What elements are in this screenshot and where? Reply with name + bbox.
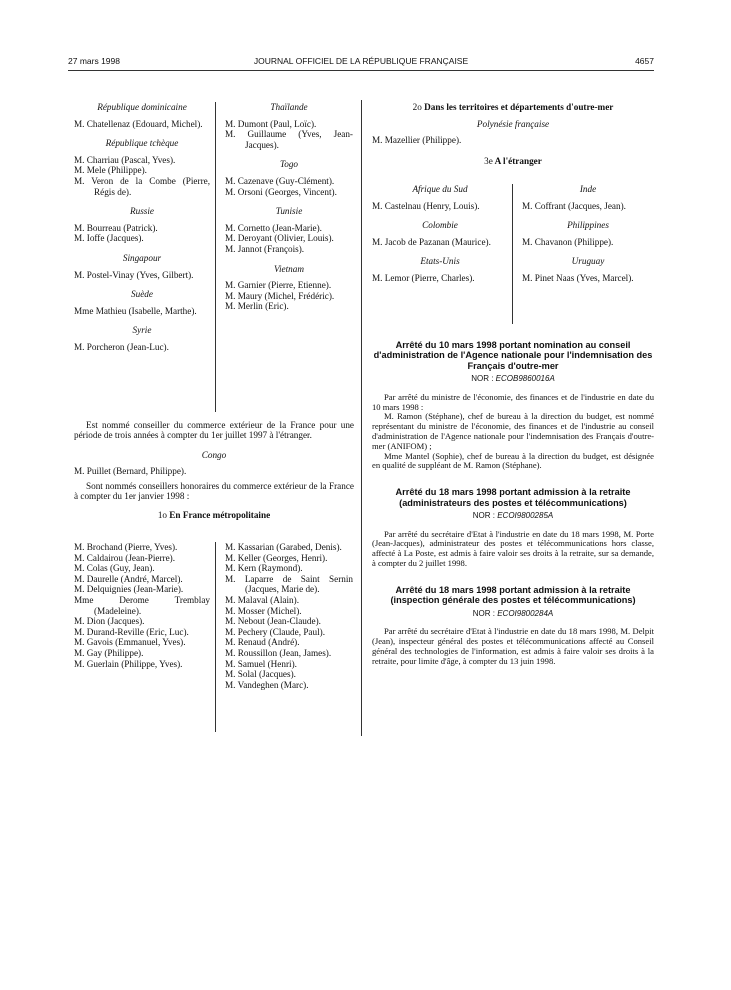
name-entry: M. Guerlain (Philippe, Yves). (74, 658, 183, 669)
country-heading: Inde (579, 184, 597, 194)
country-heading: République dominicaine (97, 102, 187, 112)
name-entry: M. Solal (Jacques). (225, 669, 296, 680)
name-entry: M. Mazellier (Philippe). (372, 135, 462, 146)
article-paragraph: M. Ramon (Stéphane), chef de bureau à la direction du budget, est nommé représentant du ministre de l'économie, des finances et de l'industrie au conseil d'administration de l'Agence nationale pour l'indemnisation des Français d'outre-mer (ANIFOM) ; (372, 411, 654, 451)
country-heading: Afrique du Sud (412, 184, 468, 194)
left-lower-section (74, 420, 354, 526)
name-entry: M. Keller (Georges, Henri). (225, 552, 328, 563)
header-date: 27 mars 1998 (68, 56, 120, 66)
name-entry: M. Jacob de Pazanan (Maurice). (372, 236, 491, 247)
name-entry: M. Laparre de Saint Sernin (Jacques, Marie de). (225, 573, 353, 595)
name-entry: M. Vandeghen (Marc). (225, 679, 309, 690)
article (372, 340, 654, 471)
name-entry: M. Dion (Jacques). (74, 616, 145, 627)
name-entry: M. Delquignies (Jean-Marie). (74, 584, 184, 595)
article-title: Arrêté du 10 mars 1998 portant nomination au conseil d'administration de l'Agence nationale pour l'indemnisation des Français d'outre-mer (373, 340, 653, 371)
articles-section (372, 340, 654, 666)
name-entry: M. Roussillon (Jean, James). (225, 647, 332, 658)
article (372, 585, 654, 667)
country-heading: Syrie (132, 325, 152, 336)
country-heading: Russie (130, 206, 154, 217)
section-number: 2o (412, 102, 422, 112)
name-entry: M. Garnier (Pierre, Etienne). (225, 280, 332, 291)
name-entry: M. Veron de la Combe (Pierre, Régis de). (74, 175, 210, 197)
country-heading: Togo (279, 159, 299, 170)
article-paragraph: Par arrêté du secrétaire d'Etat à l'industrie en date du 18 mars 1998, M. Delpit (Jean), inspecteur général des postes et télécommunications affecté au Conseil général des technologies de l'information, est admis à faire valoir ses droits à la retraite, pour limite d'âge, à compter du 13 juin 1998. (372, 626, 654, 666)
name-entry: M. Gay (Philippe). (74, 647, 144, 658)
left-subcolumn-a (74, 102, 210, 353)
name-entry: Mme Derome Tremblay (Madeleine). (74, 594, 210, 616)
country-heading: Polynésie française (476, 118, 550, 129)
name-entry: M. Daurelle (André, Marcel). (74, 573, 183, 584)
etranger-right-list (522, 184, 654, 284)
column-divider (215, 102, 216, 412)
country-heading: Congo (201, 449, 227, 460)
name-entry: M. Renaud (André). (225, 637, 300, 648)
left-subcolumn-b (225, 102, 353, 312)
nor-reference (372, 609, 654, 620)
article-title: Arrêté du 18 mars 1998 portant admission à la retraite (administrateurs des postes et télécommunications) (395, 487, 631, 508)
article-paragraph: Par arrêté du secrétaire d'Etat à l'industrie en date du 18 mars 1998, M. Porte (Jean-Jacques), administrateur des postes et télécommunications hors classe, affecté à La Poste, est admis à faire valoir ses droits à la retraite, sur sa demande, à compter du 2 juillet 1998. (372, 528, 654, 568)
header-page-number: 4657 (635, 56, 654, 66)
name-entry: M. Gavois (Emmanuel, Yves). (74, 637, 186, 648)
name-entry: M. Charriau (Pascal, Yves). (74, 154, 176, 165)
etranger-left-list (372, 184, 508, 284)
name-entry: M. Malaval (Alain). (225, 594, 299, 605)
name-entry: M. Castelnau (Henry, Louis). (372, 200, 480, 211)
name-entry: M. Caldairou (Jean-Pierre). (74, 552, 176, 563)
name-entry: M. Maury (Michel, Frédéric). (225, 290, 335, 301)
section-title: En France métropolitaine (169, 509, 271, 520)
nor-label: NOR : (472, 511, 498, 520)
article-paragraph: Mme Mantel (Sophie), chef de bureau à la direction du budget, est désignée en qualité de suppléant de M. Ramon (Stéphane). (372, 450, 654, 471)
main-column-divider (361, 100, 362, 736)
column-divider (512, 184, 513, 324)
section-heading-etranger (372, 156, 654, 167)
name-entry: M. Puillet (Bernard, Philippe). (74, 466, 187, 477)
name-entry: M. Ioffe (Jacques). (74, 233, 144, 244)
name-entry: M. Coffrant (Jacques, Jean). (522, 200, 626, 211)
country-heading: Tunisie (275, 206, 303, 217)
name-entry: M. Dumont (Paul, Loïc). (225, 118, 317, 129)
section-heading-metropole (74, 510, 354, 521)
section-number: 1o (157, 509, 167, 520)
name-entry: M. Mosser (Michel). (225, 605, 302, 616)
nor-label: NOR : (472, 608, 498, 618)
name-entry: M. Cornetto (Jean-Marie). (225, 222, 322, 233)
name-entry: M. Porcheron (Jean-Luc). (74, 341, 169, 352)
nor-label: NOR : (471, 374, 496, 384)
name-entry: M. Bourreau (Patrick). (74, 222, 158, 233)
name-entry: M. Deroyant (Olivier, Louis). (225, 233, 334, 244)
nor-code: ECOI9800285A (497, 511, 554, 520)
article-title: Arrêté du 18 mars 1998 portant admission à la retraite (inspection générale des postes et télécommunications) (390, 584, 636, 606)
country-heading: Vietnam (274, 263, 304, 274)
section-number: 3e (484, 155, 493, 166)
article (372, 487, 654, 569)
country-heading: Suède (131, 289, 153, 300)
country-heading: Etats-Unis (420, 256, 460, 267)
country-heading: Colombie (422, 220, 458, 231)
right-column (372, 102, 654, 172)
honoraires-paragraph: Sont nommés conseillers honoraires du commerce extérieur de la France à compter du 1er janvier 1998 : (74, 481, 354, 502)
name-entry: M. Colas (Guy, Jean). (74, 563, 155, 574)
section-heading-outremer (372, 102, 654, 113)
country-heading: Singapour (122, 252, 162, 263)
metro-right-list (225, 542, 353, 690)
name-entry: M. Guillaume (Yves, Jean-Jacques). (225, 129, 353, 150)
nor-reference (372, 511, 654, 522)
name-entry: M. Kern (Raymond). (225, 563, 303, 574)
column-divider (215, 542, 216, 732)
metro-left-list (74, 542, 210, 669)
conseiller-paragraph: Est nommé conseiller du commerce extérieur de la France pour une période de trois années à compter du 1er juillet 1997 à l'étranger. (74, 420, 354, 441)
name-entry: M. Brochand (Pierre, Yves). (74, 542, 178, 552)
section-title: Dans les territoires et départements d'outre-mer (424, 102, 614, 112)
header-rule (68, 70, 654, 71)
name-entry: M. Pechery (Claude, Paul). (225, 626, 326, 637)
name-entry: M. Pinet Naas (Yves, Marcel). (522, 272, 634, 283)
nor-code: ECOI9800284A (497, 608, 554, 618)
name-entry: M. Merlin (Eric). (225, 301, 289, 312)
article-paragraph: Par arrêté du ministre de l'économie, des finances et de l'industrie en date du 10 mars 1998 : (372, 391, 654, 412)
name-entry: M. Lemor (Pierre, Charles). (372, 272, 475, 283)
name-entry: M. Kassarian (Garabed, Denis). (225, 542, 342, 552)
nor-reference (372, 374, 654, 385)
country-heading: République tchèque (105, 138, 179, 149)
name-entry: M. Orsoni (Georges, Vincent). (225, 186, 337, 197)
country-heading: Thaïlande (270, 102, 308, 112)
header-journal-title: JOURNAL OFFICIEL DE LA RÉPUBLIQUE FRANÇAISE (253, 56, 469, 66)
page-header (68, 56, 654, 68)
name-entry: M. Mele (Philippe). (74, 165, 147, 176)
name-entry: M. Nebout (Jean-Claude). (225, 616, 321, 627)
country-heading: Philippines (567, 220, 609, 231)
name-entry: M. Cazenave (Guy-Clément). (225, 175, 335, 186)
section-title: A l'étranger (494, 155, 542, 166)
name-entry: M. Durand-Reville (Eric, Luc). (74, 626, 189, 637)
nor-code: ECOB9860016A (495, 374, 555, 384)
country-heading: Uruguay (571, 256, 605, 267)
name-entry: Mme Mathieu (Isabelle, Marthe). (74, 305, 197, 316)
name-entry: M. Jannot (François). (225, 243, 305, 254)
name-entry: M. Chavanon (Philippe). (522, 236, 614, 247)
name-entry: M. Chatellenaz (Edouard, Michel). (74, 118, 203, 129)
name-entry: M. Postel-Vinay (Yves, Gilbert). (74, 269, 194, 280)
name-entry: M. Samuel (Henri). (225, 658, 297, 669)
